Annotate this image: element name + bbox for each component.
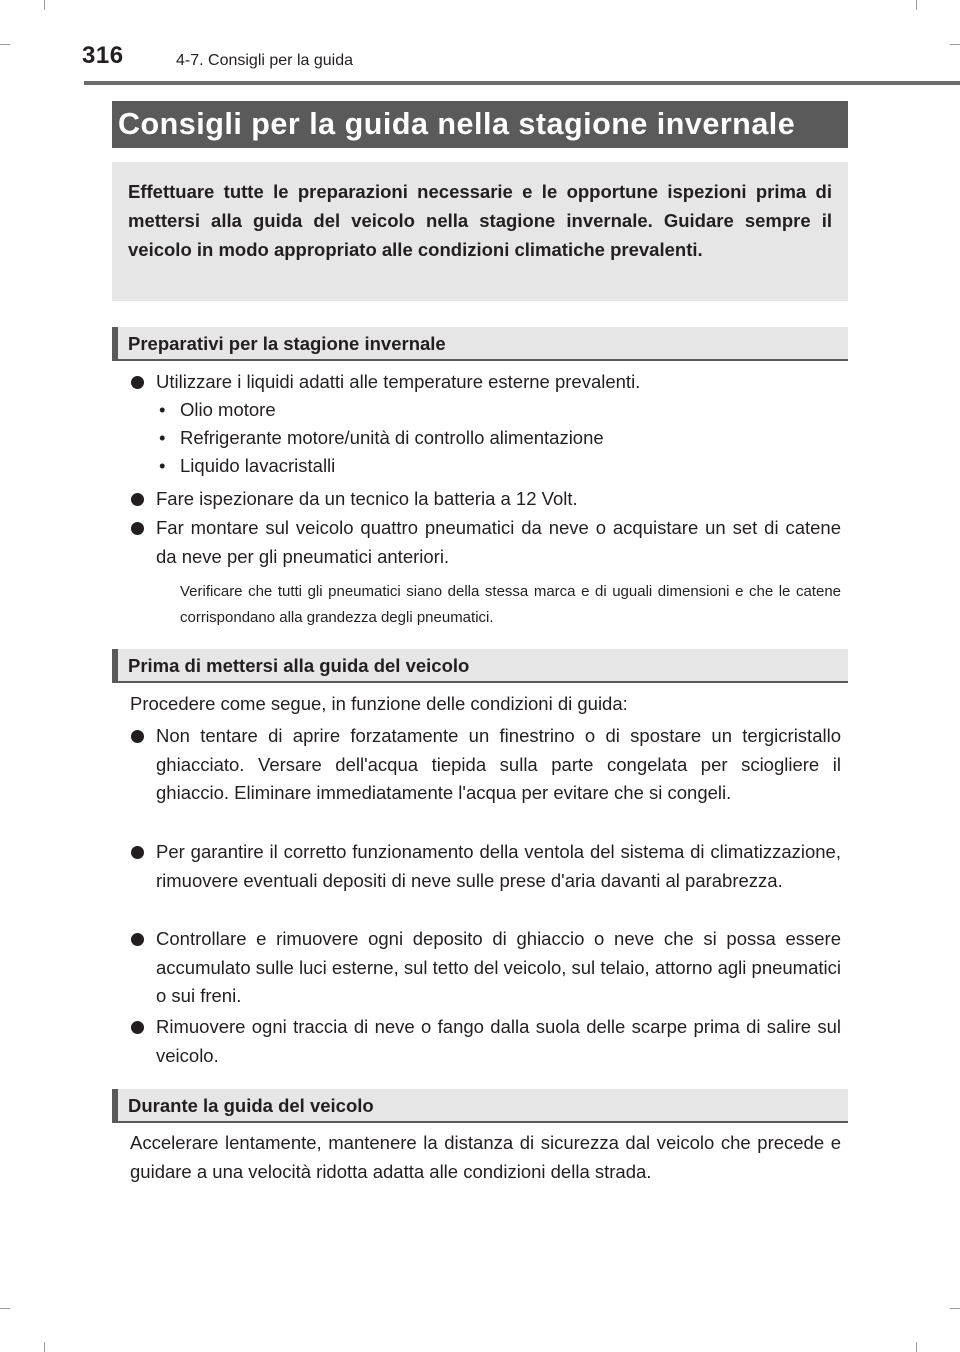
list-item [130,925,841,1011]
crop-mark [0,44,10,45]
section-heading-durante: Durante la guida del veicolo [112,1089,848,1123]
crop-mark [950,1308,960,1309]
section-heading-prima: Prima di mettersi alla guida del veicolo [112,649,848,683]
sub-list-item-text: Refrigerante motore/unità di controllo alimentazione [180,427,604,448]
crop-mark [950,44,960,45]
list-item [130,368,841,397]
bullet-icon [131,522,144,535]
sub-list-item [156,396,276,425]
list-item-note: Verificare che tutti gli pneumatici siano della stessa marca e di uguali dimensioni e che le catene corrispondano alla grandezza degli pneumatici. [180,583,841,626]
dot-icon: • [159,399,166,420]
crop-mark [44,0,45,10]
bullet-icon [131,933,144,946]
intro-box [112,162,848,301]
dot-icon: • [159,427,166,448]
section-paragraph: Accelerare lentamente, mantenere la distanza di sicurezza dal veicolo che precede e guidare a una velocità ridotta adatta alle condizioni della strada. [130,1132,841,1182]
crop-mark [916,1342,917,1352]
bullet-icon [131,376,144,389]
list-item-text: Per garantire il corretto funzionamento della ventola del sistema di climatizzazione, rimuovere eventuali depositi di neve sulle prese d'aria davanti al parabrezza. [156,841,841,891]
intro-text: Effettuare tutte le preparazioni necessarie e le opportune ispezioni prima di mettersi alla guida del veicolo nella stagione invernale. Guidare sempre il veicolo in modo appropriato alle condizioni climatiche prevalenti. [128,181,832,260]
dot-icon: • [159,455,166,476]
list-item-text: Utilizzare i liquidi adatti alle temperature esterne prevalenti. [156,371,641,392]
list-item [130,514,841,571]
list-item [130,485,841,514]
section-header: 4-7. Consigli per la guida [176,52,353,69]
sub-list-item [156,452,335,481]
header-rule [84,81,960,85]
list-item-text: Far montare sul veicolo quattro pneumatici da neve o acquistare un set di catene da neve per gli pneumatici anteriori. [156,517,841,567]
list-item [130,722,841,808]
bullet-icon [131,1021,144,1034]
list-item-text: Rimuovere ogni traccia di neve o fango dalla suola delle scarpe prima di salire sul veicolo. [156,1016,841,1066]
list-item-text: Fare ispezionare da un tecnico la batteria a 12 Volt. [156,488,578,509]
section-heading-preparativi: Preparativi per la stagione invernale [112,327,848,361]
list-item-text: Non tentare di aprire forzatamente un finestrino o di spostare un tergicristallo ghiacciato. Versare dell'acqua tiepida sulla parte congelata per sciogliere il ghiaccio. Eliminare immediatamente l'acqua per evitare che si congeli. [156,725,841,803]
bullet-icon [131,493,144,506]
list-item-text: Controllare e rimuovere ogni deposito di ghiaccio o neve che si possa essere accumulato sulle luci esterne, sul tetto del veicolo, sul telaio, attorno agli pneumatici o sui freni. [156,928,841,1006]
crop-mark [0,1308,10,1309]
list-item [130,838,841,895]
crop-mark [44,1342,45,1352]
bullet-icon [131,846,144,859]
page-title: Consigli per la guida nella stagione invernale [112,101,848,148]
sub-list-item-text: Olio motore [180,399,276,420]
page-number: 316 [82,42,124,69]
bullet-icon [131,730,144,743]
list-item [130,1013,841,1070]
section-lead: Procedere come segue, in funzione delle condizioni di guida: [130,693,628,714]
sub-list-item [156,424,604,453]
crop-mark [916,0,917,10]
sub-list-item-text: Liquido lavacristalli [180,455,336,476]
